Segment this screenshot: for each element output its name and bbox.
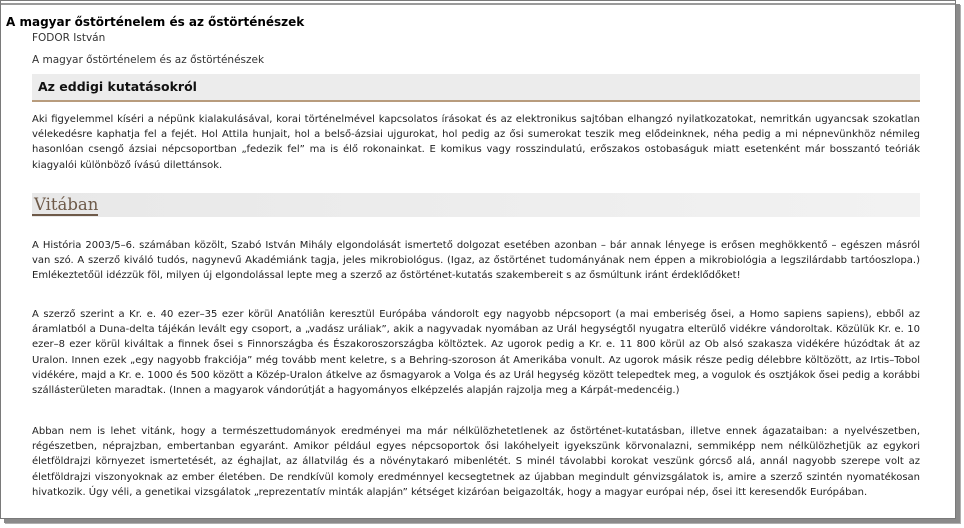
body-paragraph-3: Abban nem is lehet vitánk, hogy a természettudományok eredményei ma már nélkülözhetetlenek az őstörténet-kutatásban, illetve ennek ágazataiban: a nyelvészetben, régészetben, néprajzban, embertanban egyaránt. Amikor például egyes népcsoportok ősi lakóhelyeit igyekszünk körvonalazni, semmiképp nem nélkülözhetjük az egykori életföldrajzi környezet ismertetését, az éghajlat, az állatvilág és a növénytakaró mibenlétét. S minél távolabbi korokat veszünk górcső alá, annál nagyobb szerepe volt az életföldrajzi viszonyoknak az ember életében. De rendkívül komoly eredménnyel kecsegtetnek az újabban megindult génvizsgálatok is, amire a szerző szintén nyomatékosan hivatkozik. Úgy véli, a genetikai vizsgálatok „reprezentatív minták alapján” kétséget kizáróan beigazolták, hogy a magyar európai nép, ősei itt keresendők Európában. xyxy=(32,426,920,498)
article-title: A magyar őstörténelem és az őstörténészek xyxy=(6,15,305,29)
intro-paragraph: Aki figyelemmel kíséri a népünk kialakulásával, korai történelmével kapcsolatos írásokat és az elektronikus sajtóban elhangzó nyilatkozatokat, nemritkán ugyancsak szokatlan vélekedésre kaphatja fel a fejét. Hol Attila hunjait, hol a belső-ázsiai ujgurokat, hol pedig az ősi sumerokat teszik meg elődeinknek, néha pedig a mi népnevünkhöz némileg hasonlóan csengő ázsiai népcsoportban „fedezik fel” ma is élő rokonainkat. E komikus vagy rosszindulatú, erőszakos ostobaságuk miatt esetenként már bosszantó teóriák kiagyalói különböző ívású dilettánsok. xyxy=(32,114,920,171)
section-heading-bar xyxy=(32,193,920,217)
body-paragraph-1: A História 2003/5–6. számában közölt, Szabó István Mihály elgondolását ismertető dolgozat esetében azonban – bár annak lényege is erősen meghökkentő – egészen másról van szó. A szerző kiváló tudós, nagynevű Akadémiánk tagja, jeles mikrobiológus. (Igaz, az őstörténet tudományának nem éppen a mikrobiológia a legszilárdabb tartóoszlopa.) Emlékeztetőül idézzük föl, milyen új elgondolással lepte meg a szerző az őstörténet-kutatás szakembereit s az ősmúltunk iránt érdeklődőket! xyxy=(32,240,920,282)
section-box-heading: Az eddigi kutatásokról xyxy=(32,74,920,102)
article-subtitle: A magyar őstörténelem és az őstörténészek xyxy=(32,54,265,66)
article-author: FODOR István xyxy=(32,32,106,44)
section-heading-vitaban: Vitában xyxy=(34,195,99,214)
body-paragraph-2: A szerző szerint a Kr. e. 40 ezer–35 ezer körül Anatóliân keresztül Európába vándorolt egy nagyobb népcsoport (a mai emberiség ősei, a Homo sapiens sapiens), ebből az áramlatból a Duna-delta tájékán levált egy csoport, a „vadász uráliak”, akik a nagyvadak nyomában az Urál hegységtől nyugatra elterülő vidékre vándoroltak. Közülük Kr. e. 10 ezer–8 ezer körül kiváltak a finnek ősei s Finnországba és Északoroszországba költöztek. Az ugorok pedig a Kr. e. 11 800 körül az Ob alsó szakasza vidékére húzódtak át az Uralon. Innen ezek „egy nagyobb frakciója” még tovább ment keletre, s a Behring-szoroson át Amerikába vonult. Az ugorok másik része pedig délebbre költözött, az Irtis–Tobol vidékére, majd a Kr. e. 1000 és 500 között a Közép-Uralon átkelve az ősmagyarok a Volga és az Urál hegység között telepedtek meg, a vogulok és osztjákok ősei pedig a korábbi szállásterületen maradtak. (Innen a magyarok vándorútját a hagyományos elképzelés alapján rajzolja meg a Kárpát-medencéig.) xyxy=(32,309,920,397)
top-divider xyxy=(1,3,955,5)
